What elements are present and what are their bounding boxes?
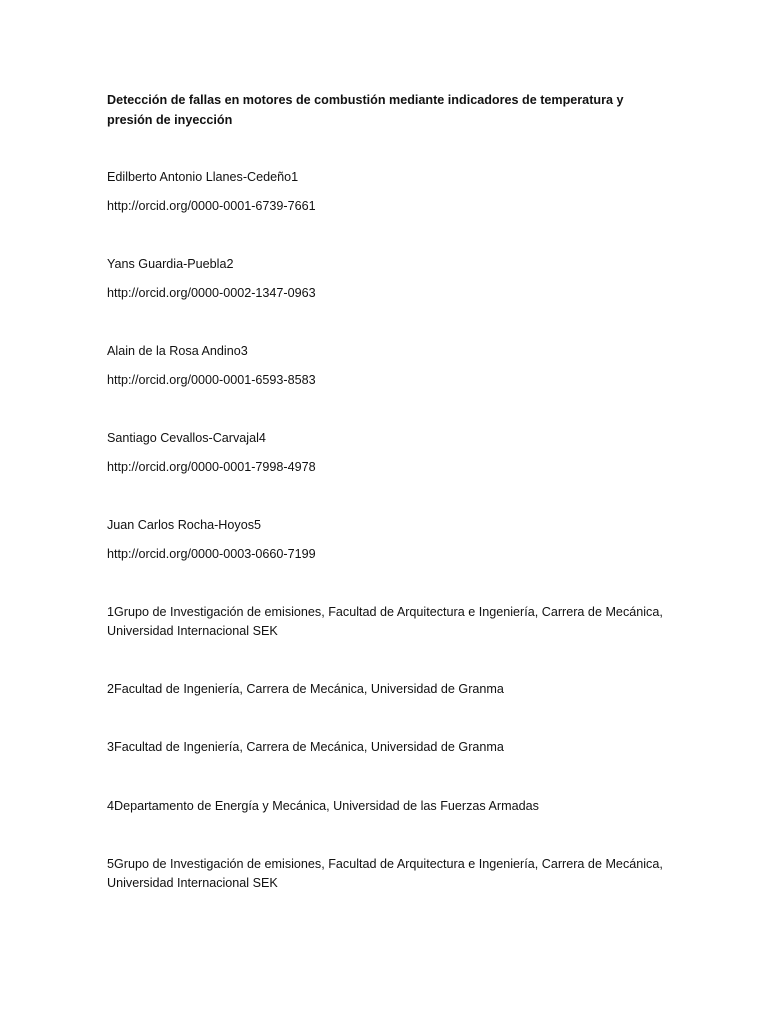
author-name-2: Yans Guardia-Puebla2 xyxy=(107,257,234,271)
author-orcid-4[interactable]: http://orcid.org/0000-0001-7998-4978 xyxy=(107,460,316,474)
affiliation-5: 5Grupo de Investigación de emisiones, Facultad de Arquitectura e Ingeniería, Carrera de Mecánica, Universidad Internacional SEK xyxy=(107,857,663,890)
author-orcid-2[interactable]: http://orcid.org/0000-0002-1347-0963 xyxy=(107,286,316,300)
author-name-5: Juan Carlos Rocha-Hoyos5 xyxy=(107,518,261,532)
author-orcid-5[interactable]: http://orcid.org/0000-0003-0660-7199 xyxy=(107,547,316,561)
affiliation-2: 2Facultad de Ingeniería, Carrera de Mecánica, Universidad de Granma xyxy=(107,682,504,696)
author-name-3: Alain de la Rosa Andino3 xyxy=(107,344,248,358)
author-name-1: Edilberto Antonio Llanes-Cedeño1 xyxy=(107,170,299,184)
author-orcid-3[interactable]: http://orcid.org/0000-0001-6593-8583 xyxy=(107,373,316,387)
document-title: Detección de fallas en motores de combustión mediante indicadores de temperatura y presión de inyección xyxy=(107,93,624,127)
affiliation-1: 1Grupo de Investigación de emisiones, Facultad de Arquitectura e Ingeniería, Carrera de Mecánica, Universidad Internacional SEK xyxy=(107,605,663,638)
author-orcid-1[interactable]: http://orcid.org/0000-0001-6739-7661 xyxy=(107,199,316,213)
affiliation-3: 3Facultad de Ingeniería, Carrera de Mecánica, Universidad de Granma xyxy=(107,740,504,754)
affiliation-4: 4Departamento de Energía y Mecánica, Universidad de las Fuerzas Armadas xyxy=(107,799,539,813)
author-name-4: Santiago Cevallos-Carvajal4 xyxy=(107,431,266,445)
